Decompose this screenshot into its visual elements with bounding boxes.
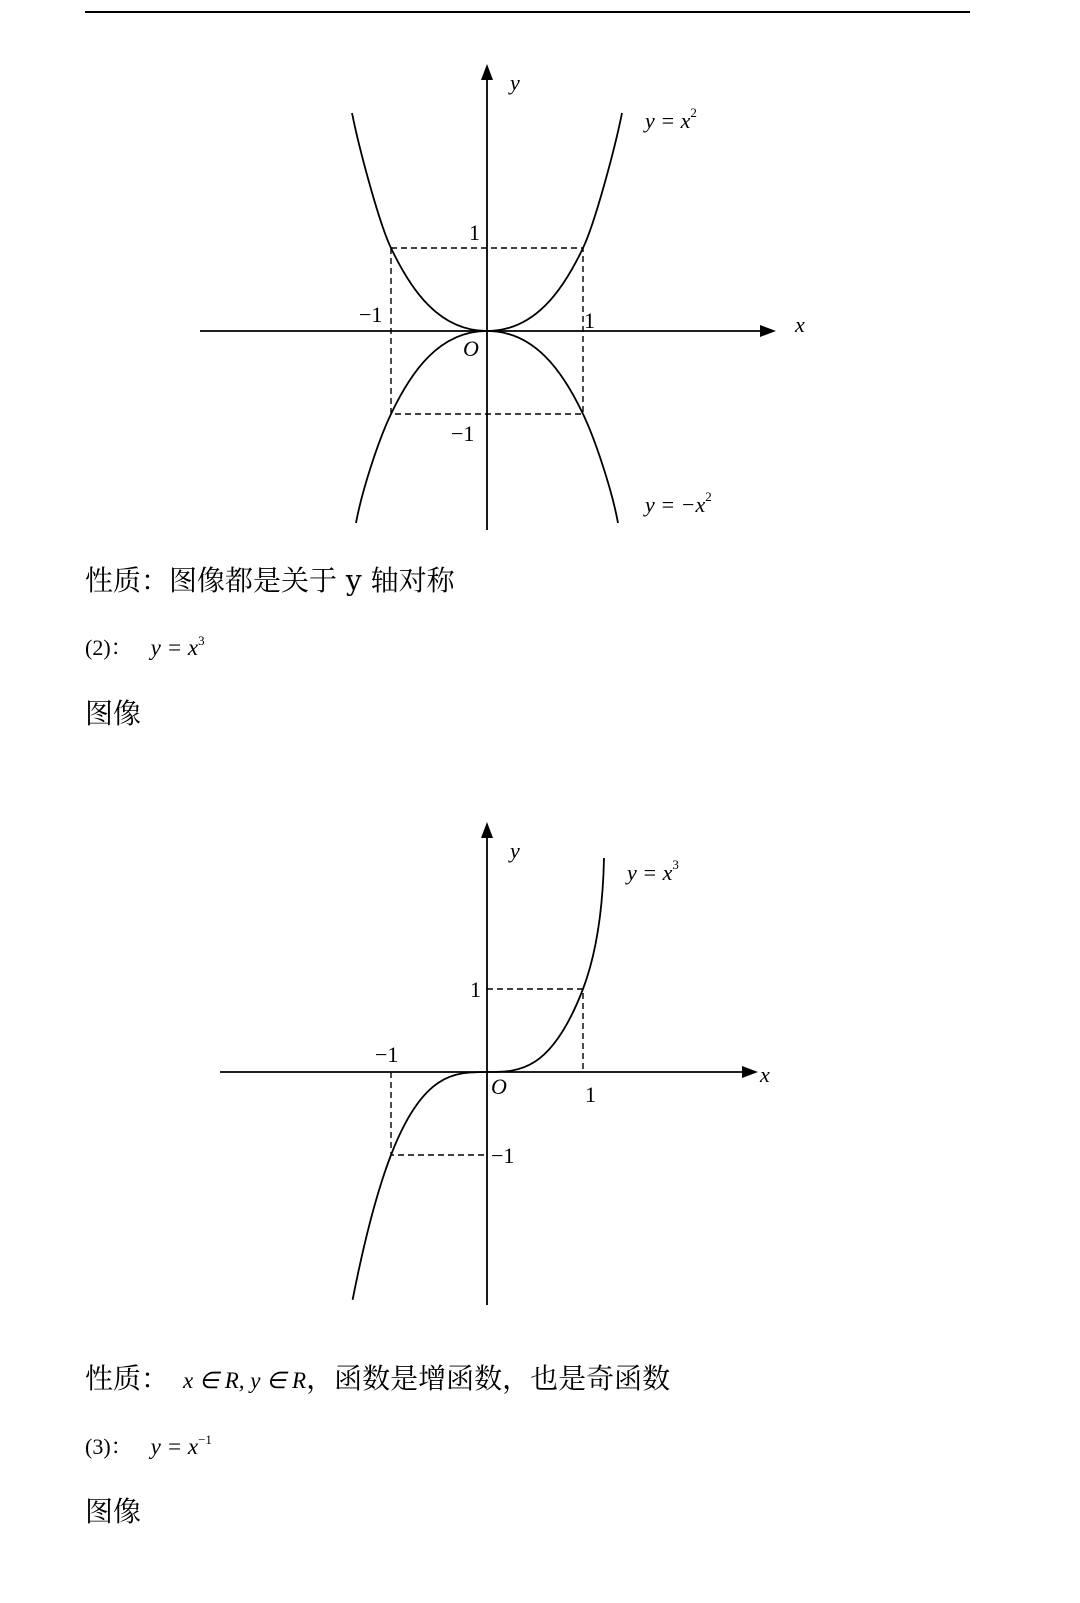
property-prefix: 性质： bbox=[85, 1362, 170, 1395]
item-index: (3)： bbox=[85, 1434, 133, 1459]
tick-label-y-neg1: −1 bbox=[491, 1143, 515, 1168]
curve-label-base: y = x bbox=[627, 860, 673, 885]
curve-label-neg-x-squared bbox=[643, 489, 712, 517]
tick-label-y-1: 1 bbox=[469, 220, 480, 245]
property-cubic bbox=[85, 1362, 671, 1395]
dashed-guide-negative bbox=[391, 1072, 487, 1155]
formula-exponent: 3 bbox=[198, 633, 205, 648]
dashed-guide-positive bbox=[487, 989, 583, 1072]
curve-label-x-cubed bbox=[625, 857, 679, 885]
curve-label-base: y = x bbox=[645, 108, 691, 133]
property-text: ，函数是增函数，也是奇函数 bbox=[306, 1362, 671, 1395]
tick-label-x-1: 1 bbox=[585, 1082, 596, 1107]
x-axis-arrow bbox=[742, 1066, 758, 1078]
x-axis-arrow bbox=[760, 325, 776, 337]
image-heading: 图像 bbox=[85, 697, 142, 730]
formula bbox=[151, 635, 205, 660]
property-domain-range: x ∈ R, y ∈ R bbox=[183, 1368, 307, 1393]
image-heading: 图像 bbox=[85, 1495, 142, 1528]
y-axis-arrow bbox=[481, 822, 493, 838]
tick-label-y-neg1: −1 bbox=[451, 421, 475, 446]
curve-label-base: y = −x bbox=[645, 492, 706, 517]
property-symmetry: 性质：图像都是关于 y 轴对称 bbox=[85, 564, 455, 597]
formula-base: y = x bbox=[150, 635, 199, 660]
curve-label-exponent: 2 bbox=[705, 489, 712, 504]
figure-cubic bbox=[0, 800, 1080, 1320]
x-axis-label: x bbox=[795, 312, 805, 337]
item-3-heading bbox=[85, 1432, 212, 1459]
x-axis-label: x bbox=[760, 1062, 770, 1087]
curve-x-cubed bbox=[353, 858, 604, 1300]
figure-parabolas bbox=[0, 50, 1080, 550]
formula bbox=[151, 1434, 212, 1459]
curve-label-exponent: 2 bbox=[690, 105, 697, 120]
top-rule bbox=[85, 11, 970, 13]
formula-exponent: −1 bbox=[198, 1432, 212, 1447]
tick-label-x-neg1: −1 bbox=[359, 302, 383, 327]
tick-label-y-1: 1 bbox=[470, 977, 481, 1002]
curve-label-x-squared bbox=[643, 105, 697, 133]
y-axis-arrow bbox=[481, 64, 493, 80]
item-2-heading bbox=[85, 633, 205, 660]
origin-label: O bbox=[491, 1074, 507, 1099]
y-axis-label: y bbox=[510, 838, 520, 863]
origin-label: O bbox=[463, 336, 479, 361]
tick-label-x-neg1: −1 bbox=[375, 1042, 399, 1067]
y-axis-label: y bbox=[510, 70, 520, 95]
item-index: (2)： bbox=[85, 635, 133, 660]
formula-base: y = x bbox=[150, 1434, 199, 1459]
tick-label-x-1: 1 bbox=[584, 308, 595, 333]
curve-label-exponent: 3 bbox=[672, 857, 679, 872]
